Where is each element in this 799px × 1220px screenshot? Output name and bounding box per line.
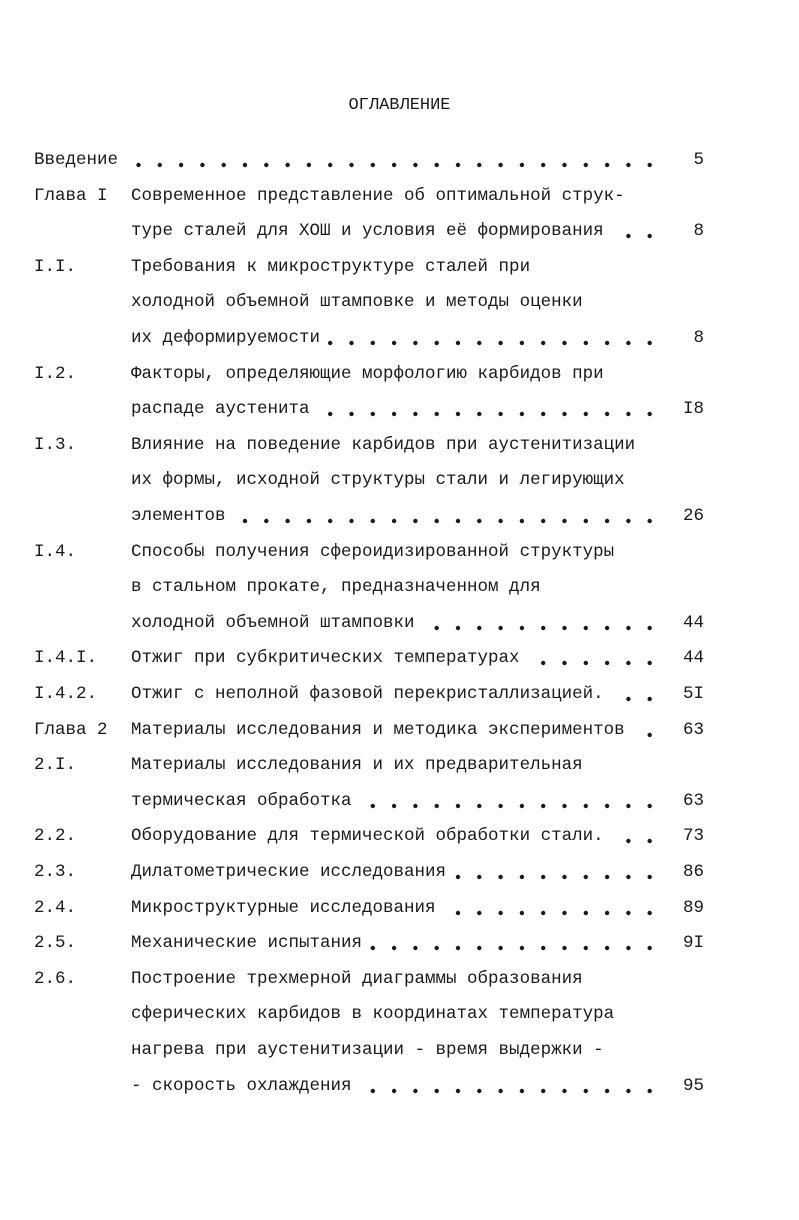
leader-dot — [435, 519, 439, 523]
leader-dot — [435, 946, 439, 950]
leader-dot — [626, 163, 630, 167]
leader-dot — [456, 1088, 460, 1092]
leader-dot — [648, 519, 652, 523]
dot-leader — [234, 510, 660, 526]
leader-dot — [392, 1088, 396, 1092]
leader-dot — [584, 875, 588, 879]
leader-dot — [285, 163, 289, 167]
leader-dot — [413, 519, 417, 523]
leader-dot — [605, 661, 609, 665]
leader-dot — [584, 1088, 588, 1092]
toc-line — [0, 221, 799, 245]
leader-dot — [477, 626, 481, 630]
leader-dot — [498, 804, 502, 808]
leader-dot — [520, 804, 524, 808]
dot-leader — [318, 403, 660, 419]
toc-entry-text: в стальном прокате, предназначенном для — [131, 577, 541, 598]
toc-page-number: 8 — [693, 221, 704, 242]
dot-leader — [612, 830, 660, 846]
toc-page-number: 9I — [682, 933, 704, 954]
leader-dot — [477, 875, 481, 879]
dot-leader — [444, 902, 660, 918]
leader-dot — [456, 163, 460, 167]
leader-dot — [541, 1088, 545, 1092]
toc-entry-text: туре сталей для ХОШ и условия её формирования — [131, 221, 604, 242]
leader-dot — [413, 946, 417, 950]
leader-dot — [605, 626, 609, 630]
leader-dot — [584, 163, 588, 167]
leader-dot — [562, 519, 566, 523]
leader-dot — [435, 804, 439, 808]
toc-entry-text: Микроструктурные исследования — [131, 897, 436, 918]
leader-dot — [413, 341, 417, 345]
toc-entry-number: 2.2. — [34, 826, 77, 847]
leader-dot — [413, 412, 417, 416]
leader-dot — [498, 341, 502, 345]
toc-entry-text: - скорость охлаждения — [131, 1075, 352, 1096]
toc-entry-text: элементов — [131, 506, 226, 526]
leader-dot — [371, 341, 375, 345]
leader-dot — [477, 519, 481, 523]
leader-dot — [520, 875, 524, 879]
dot-leader — [528, 652, 660, 668]
toc-entry-text: Оборудование для термической обработки стали. — [131, 826, 604, 847]
leader-dot — [648, 804, 652, 808]
leader-dot — [498, 946, 502, 950]
leader-dot — [477, 163, 481, 167]
dot-leader — [360, 1080, 660, 1096]
leader-dot — [435, 626, 439, 630]
leader-dot — [498, 875, 502, 879]
leader-dot — [158, 163, 162, 167]
toc-entry-text: Построение трехмерной диаграммы образования — [131, 968, 583, 989]
leader-dot — [605, 519, 609, 523]
leader-dot — [349, 519, 353, 523]
toc-entry-number: I.4. — [34, 541, 77, 562]
leader-dot — [541, 626, 545, 630]
leader-dot — [413, 163, 417, 167]
leader-dot — [626, 804, 630, 808]
leader-dot — [648, 661, 652, 665]
leader-dot — [584, 804, 588, 808]
leader-dot — [520, 910, 524, 914]
leader-dot — [520, 163, 524, 167]
toc-page-number: 89 — [682, 897, 704, 918]
leader-dot — [541, 946, 545, 950]
toc-page-number: 26 — [682, 506, 704, 526]
toc-line — [0, 292, 799, 316]
toc-entry-text: холодной объемной штамповке и методы оценки — [131, 292, 583, 313]
toc-line — [0, 826, 799, 850]
leader-dot — [179, 163, 183, 167]
dot-leader — [423, 617, 660, 633]
toc-line — [0, 969, 799, 993]
leader-dot — [605, 1088, 609, 1092]
leader-dot — [477, 1088, 481, 1092]
leader-dot — [648, 732, 652, 736]
leader-dot — [456, 804, 460, 808]
leader-dot — [392, 946, 396, 950]
leader-dot — [520, 341, 524, 345]
toc-entry-number: 2.4. — [34, 897, 77, 918]
toc-line — [0, 435, 799, 459]
leader-dot — [562, 1088, 566, 1092]
leader-dot — [328, 163, 332, 167]
leader-dot — [541, 804, 545, 808]
toc-entry-text: Механические испытания — [131, 933, 363, 954]
dot-leader — [633, 724, 660, 740]
leader-dot — [477, 412, 481, 416]
toc-entry-number: Глава 2 — [34, 719, 108, 740]
toc-line — [0, 470, 799, 494]
leader-dot — [648, 839, 652, 843]
leader-dot — [562, 412, 566, 416]
toc-page-number: 86 — [682, 862, 704, 882]
leader-dot — [392, 804, 396, 808]
leader-dot — [456, 519, 460, 523]
leader-dot — [584, 519, 588, 523]
toc-entry-number: Глава I — [34, 185, 108, 206]
leader-dot — [371, 946, 375, 950]
leader-dot — [328, 412, 332, 416]
leader-dot — [626, 412, 630, 416]
toc-page-number: 8 — [693, 328, 704, 348]
leader-dot — [307, 163, 311, 167]
leader-dot — [541, 661, 545, 665]
leader-dot — [435, 341, 439, 345]
leader-dot — [477, 946, 481, 950]
leader-dot — [626, 341, 630, 345]
leader-dot — [626, 910, 630, 914]
toc-entry-number: 2.I. — [34, 755, 77, 776]
toc-entry-text: Требования к микроструктуре сталей при — [131, 256, 531, 277]
leader-dot — [371, 519, 375, 523]
leader-dot — [605, 946, 609, 950]
leader-dot — [498, 412, 502, 416]
leader-dot — [456, 626, 460, 630]
toc-entry-number: I.4.I. — [34, 648, 98, 669]
toc-entry-text: нагрева при аустенитизации - время выдержки - — [131, 1040, 604, 1060]
leader-dot — [648, 1088, 652, 1092]
leader-dot — [328, 341, 332, 345]
toc-entry-number: 2.5. — [34, 933, 77, 954]
dot-leader — [612, 688, 660, 704]
leader-dot — [392, 341, 396, 345]
dot-leader — [360, 795, 660, 811]
leader-dot — [392, 412, 396, 416]
leader-dot — [541, 519, 545, 523]
toc-line — [0, 613, 799, 637]
leader-dot — [520, 519, 524, 523]
toc-page-number: 44 — [682, 612, 704, 633]
leader-dot — [584, 341, 588, 345]
leader-dot — [626, 839, 630, 843]
leader-dot — [541, 875, 545, 879]
leader-dot — [371, 412, 375, 416]
leader-dot — [648, 875, 652, 879]
leader-dot — [285, 519, 289, 523]
leader-dot — [456, 910, 460, 914]
toc-entry-text: Влияние на поведение карбидов при аустенитизации — [131, 434, 636, 455]
leader-dot — [477, 804, 481, 808]
leader-dot — [584, 946, 588, 950]
toc-line — [0, 328, 799, 352]
toc-line — [0, 542, 799, 566]
leader-dot — [562, 910, 566, 914]
leader-dot — [562, 626, 566, 630]
leader-dot — [498, 163, 502, 167]
leader-dot — [264, 163, 268, 167]
toc-entry-text: Дилатометрические исследования — [131, 862, 447, 882]
leader-dot — [562, 946, 566, 950]
leader-dot — [520, 946, 524, 950]
toc-page-number: 73 — [682, 826, 704, 847]
leader-dot — [605, 910, 609, 914]
leader-dot — [562, 163, 566, 167]
leader-dot — [562, 875, 566, 879]
toc-entry-text: Современное представление об оптимальной струк- — [131, 185, 625, 206]
leader-dot — [605, 412, 609, 416]
toc-entry-text: Отжиг с неполной фазовой перекристаллизацией. — [131, 684, 604, 704]
leader-dot — [435, 163, 439, 167]
leader-dot — [626, 626, 630, 630]
leader-dot — [605, 341, 609, 345]
leader-dot — [222, 163, 226, 167]
leader-dot — [243, 163, 247, 167]
leader-dot — [520, 412, 524, 416]
toc-line — [0, 933, 799, 957]
leader-dot — [562, 661, 566, 665]
leader-dot — [349, 341, 353, 345]
toc-entry-number: 2.6. — [34, 968, 77, 989]
leader-dot — [648, 946, 652, 950]
toc-entry-text: холодной объемной штамповки — [131, 612, 415, 633]
leader-dot — [626, 697, 630, 701]
toc-entry-text: их формы, исходной структуры стали и легирующих — [131, 470, 625, 491]
toc-line — [0, 257, 799, 281]
leader-dot — [584, 626, 588, 630]
toc-entry-text: Материалы исследования и методика экспериментов — [131, 719, 625, 740]
leader-dot — [307, 519, 311, 523]
toc-entry-number: I.3. — [34, 434, 77, 455]
leader-dot — [584, 412, 588, 416]
toc-page-number: I8 — [682, 399, 704, 420]
toc-line — [0, 648, 799, 672]
page-title: ОГЛАВЛЕНИЕ — [348, 96, 451, 115]
leader-dot — [562, 341, 566, 345]
leader-dot — [435, 412, 439, 416]
toc-line — [0, 1004, 799, 1028]
toc-page-number: 63 — [682, 790, 704, 811]
toc-entry-number: Введение — [34, 150, 119, 170]
leader-dot — [349, 163, 353, 167]
leader-dot — [498, 910, 502, 914]
leader-dot — [562, 804, 566, 808]
toc-entry-text: Отжиг при субкритических температурах — [131, 648, 520, 669]
leader-dot — [520, 1088, 524, 1092]
leader-dot — [626, 519, 630, 523]
leader-dot — [605, 163, 609, 167]
toc-entry-text: сферических карбидов в координатах температура — [131, 1004, 615, 1025]
leader-dot — [541, 910, 545, 914]
toc-line — [0, 684, 799, 708]
leader-dot — [626, 1088, 630, 1092]
leader-dot — [498, 519, 502, 523]
toc-entry-text: Материалы исследования и их предварительная — [131, 755, 583, 776]
toc-entry-text: их деформируемости — [131, 328, 321, 348]
toc-line — [0, 364, 799, 388]
leader-dot — [626, 661, 630, 665]
leader-dot — [648, 234, 652, 238]
toc-line — [0, 720, 799, 744]
toc-page-number: 5I — [682, 684, 704, 704]
leader-dot — [498, 1088, 502, 1092]
leader-dot — [371, 1088, 375, 1092]
toc-line — [0, 506, 799, 530]
toc-line — [0, 898, 799, 922]
leader-dot — [371, 804, 375, 808]
leader-dot — [584, 910, 588, 914]
toc-entry-text: Способы получения сфероидизированной структуры — [131, 541, 615, 562]
leader-dot — [626, 875, 630, 879]
leader-dot — [648, 163, 652, 167]
toc-entry-number: I.4.2. — [34, 684, 98, 704]
leader-dot — [626, 946, 630, 950]
toc-line — [0, 755, 799, 779]
leader-dot — [456, 341, 460, 345]
toc-line — [0, 577, 799, 601]
toc-line — [0, 791, 799, 815]
toc-page-number: 44 — [682, 648, 704, 669]
leader-dot — [477, 341, 481, 345]
dot-leader — [126, 154, 660, 170]
toc-entry-text: распаде аустенита — [131, 399, 310, 420]
toc-entry-text: Факторы, определяющие морфологию карбидов при — [131, 363, 604, 384]
leader-dot — [200, 163, 204, 167]
leader-dot — [648, 412, 652, 416]
toc-page-number: 5 — [693, 150, 704, 170]
leader-dot — [626, 234, 630, 238]
leader-dot — [243, 519, 247, 523]
toc-line — [0, 150, 799, 174]
leader-dot — [456, 875, 460, 879]
leader-dot — [349, 412, 353, 416]
leader-dot — [541, 412, 545, 416]
dot-leader — [454, 866, 660, 882]
toc-line — [0, 862, 799, 886]
toc-entry-number: I.2. — [34, 363, 77, 384]
toc-entry-text: термическая обработка — [131, 790, 352, 811]
leader-dot — [648, 341, 652, 345]
dot-leader — [612, 225, 660, 241]
leader-dot — [541, 163, 545, 167]
leader-dot — [605, 875, 609, 879]
toc-page-number: 95 — [682, 1075, 704, 1096]
toc-line — [0, 1040, 799, 1064]
toc-entry-number: I.I. — [34, 256, 77, 277]
leader-dot — [456, 412, 460, 416]
leader-dot — [371, 163, 375, 167]
leader-dot — [136, 163, 140, 167]
leader-dot — [264, 519, 268, 523]
leader-dot — [435, 1088, 439, 1092]
leader-dot — [648, 697, 652, 701]
leader-dot — [520, 626, 524, 630]
leader-dot — [648, 626, 652, 630]
leader-dot — [605, 804, 609, 808]
toc-line — [0, 1076, 799, 1100]
leader-dot — [413, 1088, 417, 1092]
leader-dot — [413, 804, 417, 808]
dot-leader — [328, 332, 660, 348]
leader-dot — [648, 910, 652, 914]
leader-dot — [584, 661, 588, 665]
leader-dot — [456, 946, 460, 950]
leader-dot — [392, 519, 396, 523]
toc-line — [0, 399, 799, 423]
leader-dot — [392, 163, 396, 167]
toc-page-number: 63 — [682, 719, 704, 740]
leader-dot — [477, 910, 481, 914]
toc-entry-number: 2.3. — [34, 862, 77, 882]
leader-dot — [498, 626, 502, 630]
toc-line — [0, 186, 799, 210]
leader-dot — [541, 341, 545, 345]
leader-dot — [328, 519, 332, 523]
dot-leader — [370, 937, 660, 953]
